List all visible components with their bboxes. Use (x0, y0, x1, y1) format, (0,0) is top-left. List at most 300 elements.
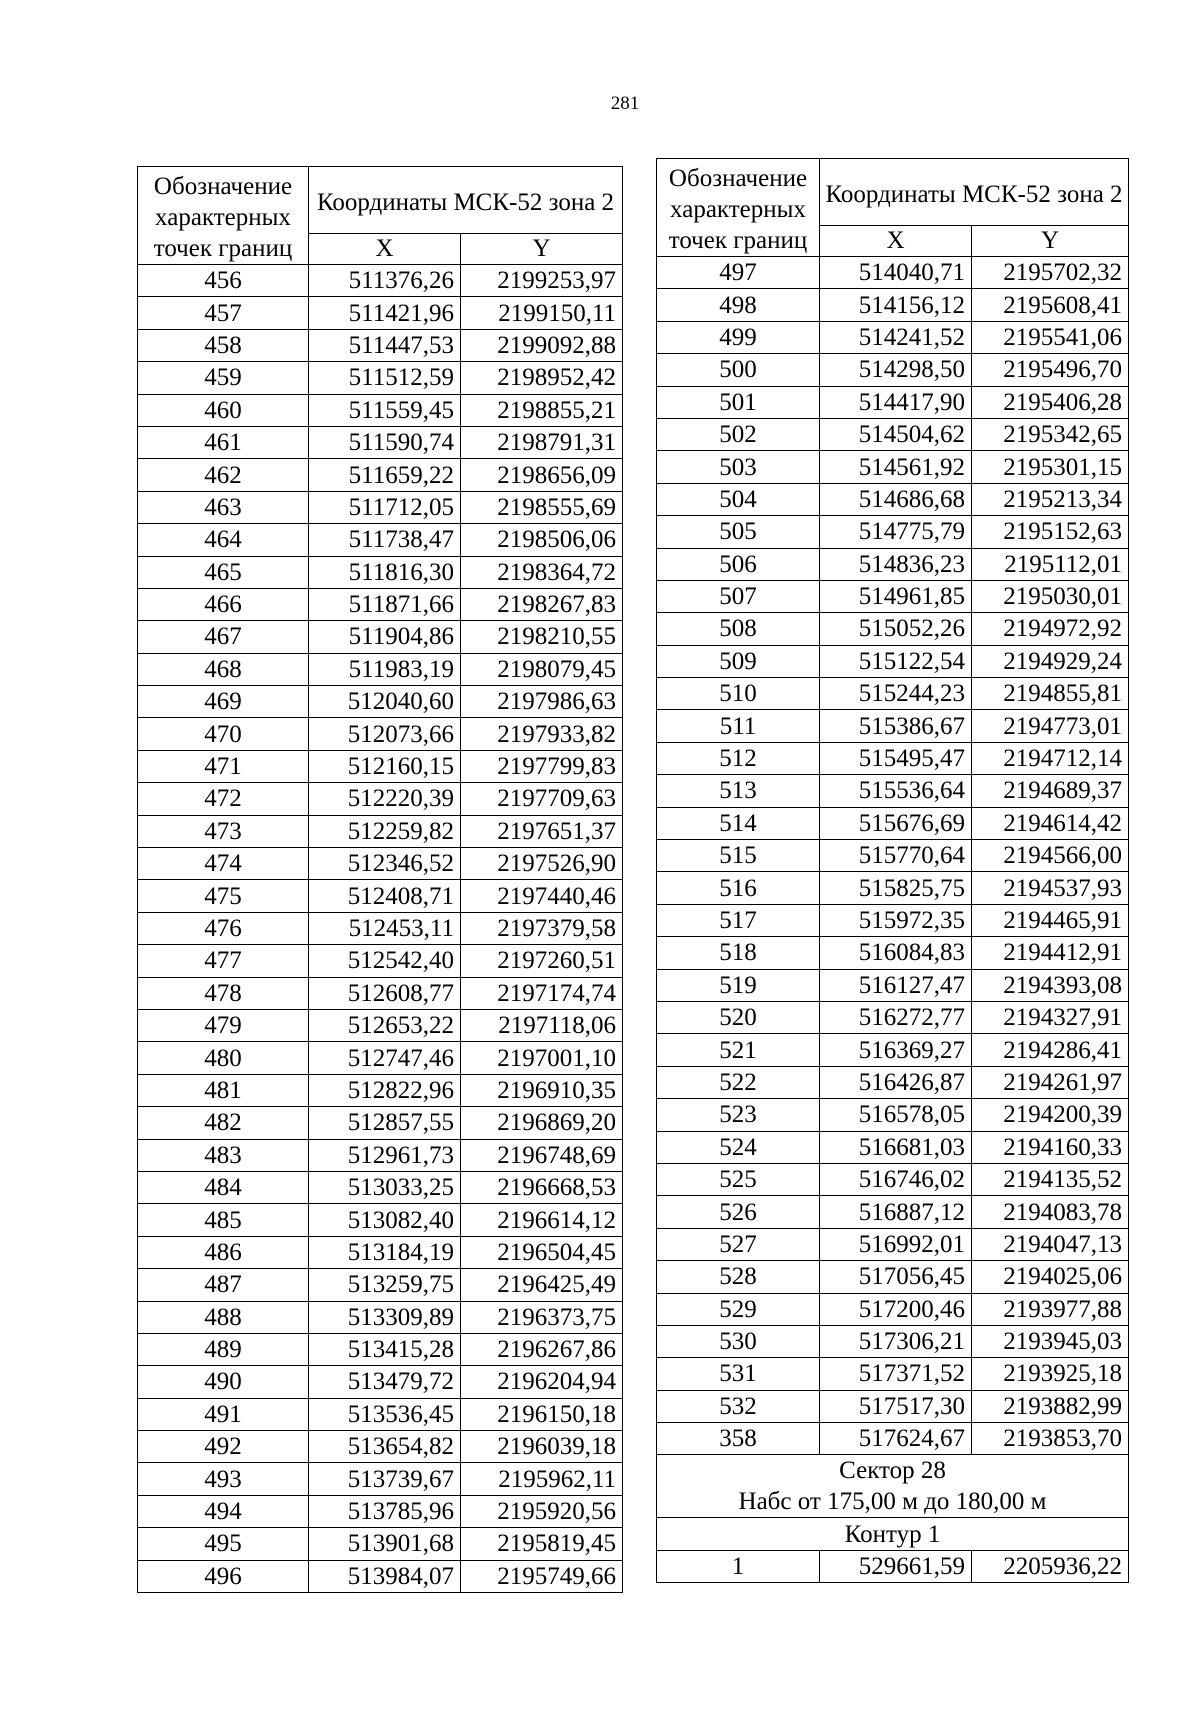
point-number: 504 (657, 483, 820, 515)
point-number: 485 (138, 1204, 309, 1236)
point-number: 523 (657, 1099, 820, 1131)
point-number: 526 (657, 1196, 820, 1228)
x-value: 514686,68 (820, 483, 972, 515)
point-number: 509 (657, 645, 820, 677)
point-number: 524 (657, 1131, 820, 1163)
x-value: 516578,05 (820, 1099, 972, 1131)
table-row (138, 945, 623, 977)
point-number: 465 (138, 556, 309, 588)
x-value: 515386,67 (820, 710, 972, 742)
table-row (657, 645, 1129, 677)
header-coordinates: Координаты МСК-52 зона 2 (309, 167, 623, 234)
x-value: 517371,52 (820, 1358, 972, 1390)
x-value: 513785,96 (309, 1495, 461, 1527)
point-number: 503 (657, 451, 820, 483)
point-number: 457 (138, 297, 309, 329)
y-value: 2193853,70 (972, 1423, 1129, 1455)
point-number: 461 (138, 426, 309, 458)
x-value: 513415,28 (309, 1333, 461, 1365)
header-point-designation: Обозначение характерных точек границ (657, 159, 820, 257)
y-value: 2193977,88 (972, 1293, 1129, 1325)
coordinates-table-left (137, 166, 623, 1593)
point-number: 456 (138, 265, 309, 297)
y-value: 2196150,18 (461, 1398, 623, 1430)
table-row (138, 750, 623, 782)
y-value: 2195213,34 (972, 483, 1129, 515)
x-value: 513309,89 (309, 1301, 461, 1333)
table-row (657, 580, 1129, 612)
table-row (138, 1431, 623, 1463)
x-value: 511659,22 (309, 459, 461, 491)
y-value: 2195819,45 (461, 1528, 623, 1560)
point-number: 506 (657, 548, 820, 580)
point-number: 508 (657, 613, 820, 645)
y-value: 2195608,41 (972, 289, 1129, 321)
point-number: 492 (138, 1431, 309, 1463)
point-number: 489 (138, 1333, 309, 1365)
y-value: 2198079,45 (461, 653, 623, 685)
y-value: 2198791,31 (461, 426, 623, 458)
y-value: 2195112,01 (972, 548, 1129, 580)
y-value: 2194537,93 (972, 872, 1129, 904)
y-value: 2199092,88 (461, 329, 623, 361)
y-value: 2196614,12 (461, 1204, 623, 1236)
point-number: 511 (657, 710, 820, 742)
point-number: 474 (138, 848, 309, 880)
x-value: 516369,27 (820, 1034, 972, 1066)
x-value: 512608,77 (309, 977, 461, 1009)
point-number: 529 (657, 1293, 820, 1325)
point-number: 528 (657, 1261, 820, 1293)
x-value: 515972,35 (820, 904, 972, 936)
x-value: 516746,02 (820, 1163, 972, 1195)
x-value: 512653,22 (309, 1009, 461, 1041)
y-value: 2194286,41 (972, 1034, 1129, 1066)
point-number: 480 (138, 1042, 309, 1074)
table-row (657, 678, 1129, 710)
x-value: 514417,90 (820, 386, 972, 418)
point-number: 477 (138, 945, 309, 977)
header-coordinates: Координаты МСК-52 зона 2 (820, 159, 1129, 226)
table-row (657, 775, 1129, 807)
y-value: 2197440,46 (461, 880, 623, 912)
y-value: 2196373,75 (461, 1301, 623, 1333)
x-value: 517624,67 (820, 1423, 972, 1455)
x-value: 511816,30 (309, 556, 461, 588)
table-row (657, 613, 1129, 645)
contour-title: Контур 1 (657, 1518, 1129, 1550)
table-row (657, 1066, 1129, 1098)
x-value: 512259,82 (309, 815, 461, 847)
point-number: 460 (138, 394, 309, 426)
point-number: 497 (657, 257, 820, 289)
y-value: 2195301,15 (972, 451, 1129, 483)
point-number: 510 (657, 678, 820, 710)
sector-title: Сектор 28 (839, 1457, 946, 1485)
header-y: Y (461, 234, 623, 265)
point-number: 527 (657, 1228, 820, 1260)
table-row (657, 742, 1129, 774)
y-value: 2195406,28 (972, 386, 1129, 418)
table-row (657, 289, 1129, 321)
x-value: 514040,71 (820, 257, 972, 289)
x-value: 514504,62 (820, 418, 972, 450)
table-row (138, 1560, 623, 1592)
point-number: 515 (657, 840, 820, 872)
x-value: 513082,40 (309, 1204, 461, 1236)
table-row (138, 329, 623, 361)
y-value: 2194689,37 (972, 775, 1129, 807)
y-value: 2195030,01 (972, 580, 1129, 612)
y-value: 2197260,51 (461, 945, 623, 977)
y-value: 2198210,55 (461, 621, 623, 653)
y-value: 2195152,63 (972, 516, 1129, 548)
point-number: 507 (657, 580, 820, 612)
point-number: 486 (138, 1236, 309, 1268)
table-row (138, 1301, 623, 1333)
table-row (138, 265, 623, 297)
table-row (657, 451, 1129, 483)
table-row (138, 297, 623, 329)
x-value: 515495,47 (820, 742, 972, 774)
y-value: 2197526,90 (461, 848, 623, 880)
point-number: 505 (657, 516, 820, 548)
table-row (657, 354, 1129, 386)
table-row (657, 257, 1129, 289)
y-value: 2198364,72 (461, 556, 623, 588)
point-number: 522 (657, 1066, 820, 1098)
coordinates-table-right (656, 158, 1129, 1583)
point-number: 517 (657, 904, 820, 936)
x-value: 513901,68 (309, 1528, 461, 1560)
x-value: 516084,83 (820, 937, 972, 969)
x-value: 513739,67 (309, 1463, 461, 1495)
point-number: 470 (138, 718, 309, 750)
table-row (657, 548, 1129, 580)
y-value: 2196039,18 (461, 1431, 623, 1463)
table-row (138, 362, 623, 394)
point-number: 532 (657, 1390, 820, 1422)
table-row (138, 1074, 623, 1106)
table-row (138, 848, 623, 880)
table-row (657, 386, 1129, 418)
y-value: 2194047,13 (972, 1228, 1129, 1260)
point-number: 471 (138, 750, 309, 782)
table-row (138, 491, 623, 523)
y-value: 2198855,21 (461, 394, 623, 426)
x-value: 512961,73 (309, 1139, 461, 1171)
table-row (657, 1550, 1129, 1582)
point-number: 488 (138, 1301, 309, 1333)
y-value: 2197001,10 (461, 1042, 623, 1074)
x-value: 511983,19 (309, 653, 461, 685)
table-row (138, 1463, 623, 1495)
table-row (657, 904, 1129, 936)
point-number: 487 (138, 1269, 309, 1301)
table-row (138, 783, 623, 815)
table-row (138, 459, 623, 491)
table-row (138, 1204, 623, 1236)
x-value: 511447,53 (309, 329, 461, 361)
y-value: 2195702,32 (972, 257, 1129, 289)
table-row (138, 1495, 623, 1527)
point-number: 478 (138, 977, 309, 1009)
point-number: 520 (657, 1001, 820, 1033)
table-row (138, 653, 623, 685)
y-value: 2194200,39 (972, 1099, 1129, 1131)
point-number: 467 (138, 621, 309, 653)
table-row (138, 686, 623, 718)
x-value: 512857,55 (309, 1107, 461, 1139)
y-value: 2196910,35 (461, 1074, 623, 1106)
sector-subtitle: Набс от 175,00 м до 180,00 м (738, 1488, 1047, 1516)
point-number: 476 (138, 912, 309, 944)
table-row (657, 1228, 1129, 1260)
y-value: 2197709,63 (461, 783, 623, 815)
y-value: 2194465,91 (972, 904, 1129, 936)
x-value: 515122,54 (820, 645, 972, 677)
x-value: 511738,47 (309, 524, 461, 556)
table-row (657, 1131, 1129, 1163)
header-point-designation: Обозначение характерных точек границ (138, 167, 309, 265)
x-value: 514836,23 (820, 548, 972, 580)
table-row (657, 1518, 1129, 1550)
point-number: 462 (138, 459, 309, 491)
x-value: 511512,59 (309, 362, 461, 394)
y-value: 2196748,69 (461, 1139, 623, 1171)
point-number: 468 (138, 653, 309, 685)
table-row (657, 969, 1129, 1001)
table-row (657, 872, 1129, 904)
point-number: 491 (138, 1398, 309, 1430)
table-row (657, 1358, 1129, 1390)
y-value: 2194083,78 (972, 1196, 1129, 1228)
y-value: 2198952,42 (461, 362, 623, 394)
point-number: 525 (657, 1163, 820, 1195)
x-value: 516992,01 (820, 1228, 972, 1260)
x-value: 513184,19 (309, 1236, 461, 1268)
x-value: 513654,82 (309, 1431, 461, 1463)
x-value: 514298,50 (820, 354, 972, 386)
y-value: 2195920,56 (461, 1495, 623, 1527)
x-value: 512040,60 (309, 686, 461, 718)
table-row (138, 394, 623, 426)
y-value: 2194261,97 (972, 1066, 1129, 1098)
point-number: 494 (138, 1495, 309, 1527)
x-value: 516426,87 (820, 1066, 972, 1098)
table-row (657, 1390, 1129, 1422)
table-row (657, 1261, 1129, 1293)
point-number: 495 (138, 1528, 309, 1560)
point-number: 459 (138, 362, 309, 394)
y-value: 2194614,42 (972, 807, 1129, 839)
y-value: 2194393,08 (972, 969, 1129, 1001)
table-row (138, 426, 623, 458)
x-value: 513033,25 (309, 1171, 461, 1203)
x-value: 516887,12 (820, 1196, 972, 1228)
y-value: 2198267,83 (461, 588, 623, 620)
x-value: 511421,96 (309, 297, 461, 329)
x-value: 517056,45 (820, 1261, 972, 1293)
header-y: Y (972, 226, 1129, 257)
point-number: 501 (657, 386, 820, 418)
table-row (138, 880, 623, 912)
point-number: 521 (657, 1034, 820, 1066)
x-value: 516272,77 (820, 1001, 972, 1033)
table-row (138, 556, 623, 588)
x-value: 513479,72 (309, 1366, 461, 1398)
point-number: 479 (138, 1009, 309, 1041)
x-value: 515536,64 (820, 775, 972, 807)
x-value: 516127,47 (820, 969, 972, 1001)
point-number: 512 (657, 742, 820, 774)
point-number: 499 (657, 321, 820, 353)
table-row (138, 1366, 623, 1398)
x-value: 513259,75 (309, 1269, 461, 1301)
table-row (657, 1001, 1129, 1033)
y-value: 2196668,53 (461, 1171, 623, 1203)
y-value: 2196425,49 (461, 1269, 623, 1301)
y-value: 2194160,33 (972, 1131, 1129, 1163)
y-value: 2194412,91 (972, 937, 1129, 969)
point-number: 472 (138, 783, 309, 815)
y-value: 2197379,58 (461, 912, 623, 944)
x-value: 512160,15 (309, 750, 461, 782)
point-number: 496 (138, 1560, 309, 1592)
y-value: 2194972,92 (972, 613, 1129, 645)
x-value: 511871,66 (309, 588, 461, 620)
point-number: 493 (138, 1463, 309, 1495)
x-value: 515770,64 (820, 840, 972, 872)
x-value: 514961,85 (820, 580, 972, 612)
table-row (657, 1455, 1129, 1518)
x-value: 514241,52 (820, 321, 972, 353)
point-number: 463 (138, 491, 309, 523)
point-number: 514 (657, 807, 820, 839)
table-row (657, 710, 1129, 742)
y-value: 2194025,06 (972, 1261, 1129, 1293)
x-value: 512453,11 (309, 912, 461, 944)
x-value: 514775,79 (820, 516, 972, 548)
x-value: 512542,40 (309, 945, 461, 977)
y-value: 2197174,74 (461, 977, 623, 1009)
table-row (138, 1139, 623, 1171)
point-number: 466 (138, 588, 309, 620)
point-number: 458 (138, 329, 309, 361)
table-row (657, 1099, 1129, 1131)
x-value: 512220,39 (309, 783, 461, 815)
table-row (138, 718, 623, 750)
x-value: 529661,59 (820, 1550, 972, 1582)
x-value: 512747,46 (309, 1042, 461, 1074)
y-value: 2199253,97 (461, 265, 623, 297)
table-row (657, 1293, 1129, 1325)
y-value: 2197986,63 (461, 686, 623, 718)
x-value: 515676,69 (820, 807, 972, 839)
x-value: 511590,74 (309, 426, 461, 458)
y-value: 2194135,52 (972, 1163, 1129, 1195)
point-number: 518 (657, 937, 820, 969)
x-value: 514156,12 (820, 289, 972, 321)
y-value: 2194773,01 (972, 710, 1129, 742)
point-number: 484 (138, 1171, 309, 1203)
y-value: 2205936,22 (972, 1550, 1129, 1582)
table-row (657, 1423, 1129, 1455)
point-number: 469 (138, 686, 309, 718)
table-row (138, 1042, 623, 1074)
y-value: 2198656,09 (461, 459, 623, 491)
table-row (657, 483, 1129, 515)
x-value: 515244,23 (820, 678, 972, 710)
y-value: 2194566,00 (972, 840, 1129, 872)
table-row (657, 840, 1129, 872)
y-value: 2197118,06 (461, 1009, 623, 1041)
x-value: 517306,21 (820, 1325, 972, 1357)
x-value: 513984,07 (309, 1560, 461, 1592)
point-number: 482 (138, 1107, 309, 1139)
table-row (657, 1163, 1129, 1195)
y-value: 2196869,20 (461, 1107, 623, 1139)
table-row (138, 1528, 623, 1560)
table-row (138, 1398, 623, 1430)
point-number: 483 (138, 1139, 309, 1171)
table-row (138, 588, 623, 620)
point-number: 502 (657, 418, 820, 450)
table-row (657, 321, 1129, 353)
sector-heading (657, 1455, 1129, 1518)
point-number: 464 (138, 524, 309, 556)
x-value: 514561,92 (820, 451, 972, 483)
header-x: X (820, 226, 972, 257)
y-value: 2196504,45 (461, 1236, 623, 1268)
point-number: 530 (657, 1325, 820, 1357)
x-value: 511904,86 (309, 621, 461, 653)
y-value: 2195962,11 (461, 1463, 623, 1495)
table-row (657, 516, 1129, 548)
table-row (138, 1333, 623, 1365)
table-row (657, 1034, 1129, 1066)
table-row (657, 418, 1129, 450)
point-number: 519 (657, 969, 820, 1001)
table-row (138, 1107, 623, 1139)
x-value: 512822,96 (309, 1074, 461, 1106)
point-number: 358 (657, 1423, 820, 1455)
table-row (657, 1325, 1129, 1357)
y-value: 2194327,91 (972, 1001, 1129, 1033)
x-value: 512408,71 (309, 880, 461, 912)
table-row (657, 937, 1129, 969)
x-value: 512346,52 (309, 848, 461, 880)
table-row (138, 524, 623, 556)
table-row (138, 1009, 623, 1041)
y-value: 2193925,18 (972, 1358, 1129, 1390)
y-value: 2198506,06 (461, 524, 623, 556)
y-value: 2195541,06 (972, 321, 1129, 353)
x-value: 513536,45 (309, 1398, 461, 1430)
y-value: 2195749,66 (461, 1560, 623, 1592)
point-number: 1 (657, 1550, 820, 1582)
y-value: 2196204,94 (461, 1366, 623, 1398)
y-value: 2197799,83 (461, 750, 623, 782)
y-value: 2198555,69 (461, 491, 623, 523)
table-row (138, 1171, 623, 1203)
x-value: 515825,75 (820, 872, 972, 904)
point-number: 473 (138, 815, 309, 847)
table-row (138, 815, 623, 847)
table-row (138, 977, 623, 1009)
point-number: 516 (657, 872, 820, 904)
y-value: 2194855,81 (972, 678, 1129, 710)
